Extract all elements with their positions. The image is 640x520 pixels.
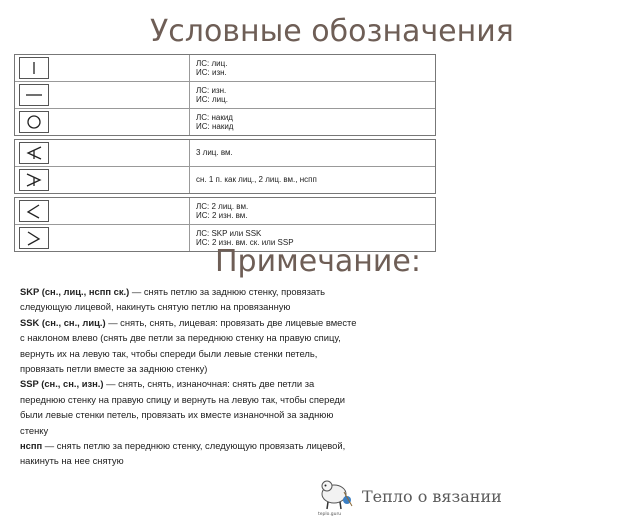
decrease-right-icon bbox=[19, 227, 49, 249]
legend-row bbox=[15, 140, 435, 167]
legend-row bbox=[15, 167, 435, 193]
svg-text:teplo.guru: teplo.guru bbox=[318, 512, 342, 516]
legend-row bbox=[15, 82, 435, 109]
legend-desc: ЛС: 2 лиц. вм. ИС: 2 изн. вм. bbox=[196, 201, 249, 220]
three-together-left-icon bbox=[19, 142, 49, 164]
circle-icon bbox=[19, 111, 49, 133]
note-item: SSP (сн., сн., изн.) — снять, снять, изнаночная: снять две петли за переднюю стенку на правую спицу и вернуть на левую так, чтобы спереди были левые стенки петель, провязать их вместе изнаночной за заднюю стенку bbox=[20, 378, 346, 436]
vertical-line-icon bbox=[19, 57, 49, 79]
three-together-right-icon bbox=[19, 169, 49, 191]
legend-desc: ЛС: накид ИС: накид bbox=[196, 112, 234, 131]
legend-desc: ЛС: SKP или SSK ИС: 2 изн. вм. ск. или SSP bbox=[196, 228, 294, 247]
legend-group-three-together bbox=[14, 139, 436, 194]
legend-desc: ЛС: изн. ИС: лиц. bbox=[196, 85, 228, 104]
sheep-logo-icon bbox=[314, 476, 356, 516]
legend-group-basic bbox=[14, 54, 436, 136]
legend-desc: 3 лиц. вм. bbox=[196, 148, 233, 158]
page-title: Условные обозначения bbox=[150, 14, 514, 49]
legend-row bbox=[15, 109, 435, 135]
note-item: нспп — снять петлю за переднюю стенку, следующую провязать лицевой, накинуть на нее снятую bbox=[20, 440, 346, 467]
note-item: SSK (сн., сн., лиц.) — снять, снять, лицевая: провязать две лицевые вместе с наклоном влево (снять две петли за переднюю стенку на правую спицу, вернуть их на левую так, чтобы спереди были левые стенки петель, провязать петли вместе за заднюю стенку) bbox=[20, 316, 357, 375]
notes-heading: Примечание: bbox=[215, 244, 421, 279]
legend-desc: ЛС: лиц. ИС: изн. bbox=[196, 58, 228, 77]
decrease-left-icon bbox=[19, 200, 49, 222]
legend-desc: сн. 1 п. как лиц., 2 лиц. вм., нспп bbox=[196, 175, 317, 185]
notes-body bbox=[20, 284, 360, 469]
horizontal-line-icon bbox=[19, 84, 49, 106]
legend-row bbox=[15, 55, 435, 82]
note-item: SKP (сн., лиц., нспп ск.) — снять петлю за заднюю стенку, провязать следующую лицевой, накинуть снятую петлю на провязанную bbox=[20, 286, 326, 313]
footer bbox=[314, 476, 502, 516]
legend-row bbox=[15, 198, 435, 225]
legend-table bbox=[14, 54, 436, 255]
site-name: Тепло о вязании bbox=[362, 486, 502, 506]
